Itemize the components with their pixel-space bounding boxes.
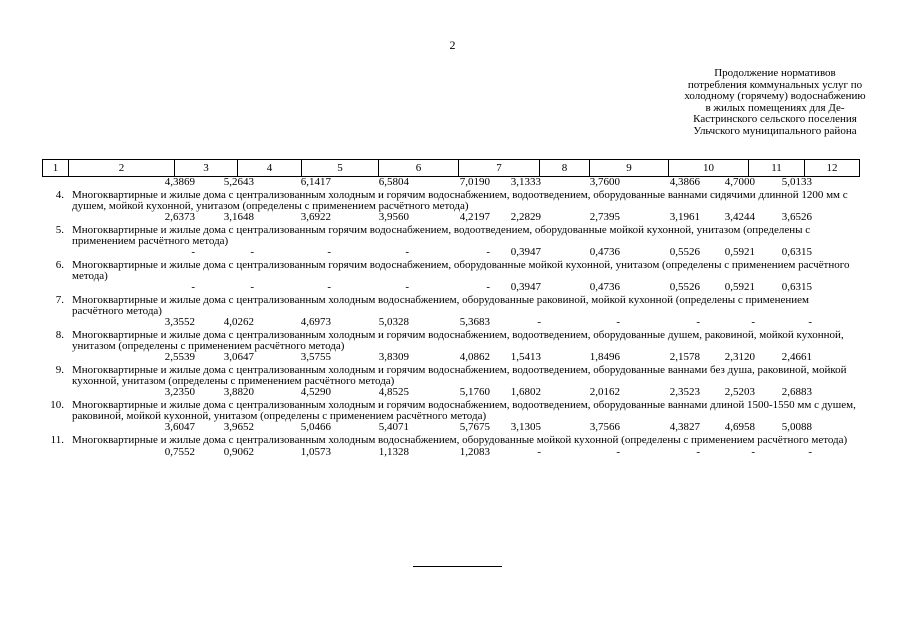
value-cell: 3,8309 <box>378 351 409 363</box>
value-cell: 0,6315 <box>781 246 812 258</box>
value-cell: 3,6526 <box>781 211 812 223</box>
column-header-table <box>42 159 860 177</box>
caption-line: Продолжение нормативов <box>714 67 836 79</box>
row-number: 10. <box>50 399 64 411</box>
value-cell: 3,3552 <box>164 316 195 328</box>
value-cell: 5,2643 <box>223 176 254 188</box>
values-line <box>42 351 859 364</box>
table-row <box>42 225 859 246</box>
row-description: Многоквартирные и жилые дома с централизованным холодным и горячим водоснабжением, водоотведением, оборудованные ваннами без душа, раковиной, мойкой кухонной, унитазом (определены с применением расчётного метода) <box>72 364 847 387</box>
value-cell: 3,6922 <box>300 211 331 223</box>
value-cell: 1,5413 <box>510 351 541 363</box>
value-cell: - <box>327 281 331 293</box>
value-cell: 3,5755 <box>300 351 331 363</box>
value-cell: 5,0133 <box>781 176 812 188</box>
table-row <box>42 330 859 351</box>
values-line <box>42 246 859 259</box>
value-cell: 0,3947 <box>510 246 541 258</box>
value-cell: 3,8820 <box>223 386 254 398</box>
value-cell: 3,7566 <box>589 421 620 433</box>
value-cell: 3,9652 <box>223 421 254 433</box>
value-cell: 3,1305 <box>510 421 541 433</box>
value-cell: 2,3120 <box>724 351 755 363</box>
values-line <box>42 316 859 329</box>
caption-line: потребления коммунальных услуг по <box>687 78 863 91</box>
value-cell: - <box>537 316 541 328</box>
value-cell: 6,5804 <box>378 176 409 188</box>
value-cell: 3,4244 <box>724 211 755 223</box>
row-description: Многоквартирные и жилые дома с централизованным холодным и горячим водоснабжением, водоотведением, оборудованные душем, раковиной, мойкой кухонной, унитазом (определены с применением расчётного метода) <box>72 329 844 352</box>
value-cell: 1,0573 <box>300 445 331 458</box>
value-cell: 4,0262 <box>223 316 254 328</box>
column-header-7: 7 <box>459 160 540 177</box>
value-cell: 2,4661 <box>781 351 812 363</box>
value-cell: - <box>405 281 409 293</box>
page-number: 2 <box>449 38 456 52</box>
value-cell: 4,5290 <box>300 386 331 398</box>
column-header-11: 11 <box>749 160 805 177</box>
value-cell: - <box>808 445 812 458</box>
value-cell: - <box>486 246 490 258</box>
row-description: Многоквартирные и жилые дома с централизованным холодным водоснабжением, оборудованные раковиной, мойкой кухонной (определены с применением расчётного метода) <box>72 294 809 317</box>
value-cell: 3,6047 <box>164 421 195 433</box>
values-line <box>42 176 859 189</box>
row-number: 4. <box>55 189 64 201</box>
value-cell: 5,0088 <box>781 421 812 433</box>
row-number: 8. <box>55 329 64 341</box>
caption-line: холодному (горячему) водоснабжению <box>684 90 866 102</box>
value-cell: 3,7600 <box>589 176 620 188</box>
value-cell: 2,3523 <box>669 386 700 398</box>
value-cell: 2,1578 <box>669 351 700 363</box>
value-cell: - <box>808 316 812 328</box>
value-cell: 3,1333 <box>510 176 541 188</box>
row-number: 9. <box>55 364 64 376</box>
value-cell: 4,6958 <box>724 421 755 433</box>
value-cell: 0,7552 <box>164 445 195 458</box>
value-cell: 4,3827 <box>669 421 700 433</box>
column-header-9: 9 <box>590 160 669 177</box>
value-cell: - <box>191 246 195 258</box>
value-cell: 4,7000 <box>724 176 755 188</box>
row-description: Многоквартирные и жилые дома с централизованным холодным и горячим водоснабжением, водоотведением, оборудованные ваннами сидячими длинной 1200 мм с душем, мойкой кухонной, унитазом (определены с применением расчётного метода) <box>72 189 848 212</box>
value-cell: 4,3866 <box>669 176 700 188</box>
value-cell: 4,6973 <box>300 316 331 328</box>
column-header-8: 8 <box>540 160 590 177</box>
value-cell: 0,9062 <box>223 445 254 458</box>
value-cell: 4,0862 <box>459 351 490 363</box>
footer-separator <box>413 566 502 567</box>
column-header-3: 3 <box>175 160 238 177</box>
value-cell: 3,1648 <box>223 211 254 223</box>
row-number: 6. <box>55 259 64 271</box>
value-cell: - <box>537 445 541 458</box>
value-cell: 2,6883 <box>781 386 812 398</box>
value-cell: - <box>696 316 700 328</box>
table-row <box>42 260 859 281</box>
value-cell: - <box>405 246 409 258</box>
value-cell: - <box>486 281 490 293</box>
value-cell: 4,8525 <box>378 386 409 398</box>
norms-table-body <box>42 176 859 459</box>
value-cell: 5,0466 <box>300 421 331 433</box>
value-cell: 6,1417 <box>300 176 331 188</box>
value-cell: 2,2829 <box>510 211 541 223</box>
column-header-12: 12 <box>805 160 860 177</box>
value-cell: 3,9560 <box>378 211 409 223</box>
value-cell: 5,4071 <box>378 421 409 433</box>
value-cell: 0,3947 <box>510 281 541 293</box>
value-cell: 5,7675 <box>459 421 490 433</box>
value-cell: - <box>751 445 755 458</box>
caption-line: Кастринского сельского поселения <box>693 113 857 125</box>
value-cell: 0,6315 <box>781 281 812 293</box>
value-cell: 2,5203 <box>724 386 755 398</box>
row-number: 5. <box>55 224 64 236</box>
value-cell: 0,5921 <box>724 281 755 293</box>
row-description: Многоквартирные и жилые дома с централизованным горячим водоснабжением, оборудованные мойкой кухонной, унитазом (определены с применением расчётного метода) <box>72 259 850 282</box>
value-cell: 2,6373 <box>164 211 195 223</box>
column-header-1: 1 <box>43 160 69 177</box>
value-cell: 0,5526 <box>669 246 700 258</box>
column-header-row <box>43 160 860 177</box>
value-cell: 2,0162 <box>589 386 620 398</box>
value-cell: 1,8496 <box>589 351 620 363</box>
value-cell: - <box>616 316 620 328</box>
value-cell: 0,4736 <box>589 246 620 258</box>
values-line <box>42 211 859 224</box>
column-header-2: 2 <box>69 160 175 177</box>
values-line <box>42 446 859 459</box>
table-row <box>42 190 859 211</box>
row-description: Многоквартирные и жилые дома с централизованным горячим водоснабжением, водоотведением, оборудованные мойкой кухонной, унитазом (определены с применением расчётного метода) <box>72 224 811 247</box>
value-cell: 3,1961 <box>669 211 700 223</box>
table-row <box>42 295 859 316</box>
caption-line: в жилых помещениях для Де- <box>705 101 845 114</box>
value-cell: 5,0328 <box>378 316 409 328</box>
row-number: 7. <box>55 294 64 306</box>
value-cell: - <box>250 246 254 258</box>
column-header-4: 4 <box>238 160 302 177</box>
document-caption <box>660 68 890 137</box>
value-cell: 2,7395 <box>589 211 620 223</box>
value-cell: 4,3869 <box>164 176 195 188</box>
table-row <box>42 400 859 421</box>
value-cell: 3,2350 <box>164 386 195 398</box>
value-cell: 2,5539 <box>164 351 195 363</box>
value-cell: 1,6802 <box>510 386 541 398</box>
value-cell: 0,5921 <box>724 246 755 258</box>
value-cell: 0,4736 <box>589 281 620 293</box>
row-number: 11. <box>50 434 64 446</box>
table-row <box>42 365 859 386</box>
column-header-5: 5 <box>302 160 379 177</box>
value-cell: - <box>191 281 195 293</box>
value-cell: 1,1328 <box>378 445 409 458</box>
value-cell: - <box>751 316 755 328</box>
row-description: Многоквартирные и жилые дома с централизованным холодным водоснабжением, оборудованные мойкой кухонной (определены с применением расчётного метода) <box>72 434 848 446</box>
values-line <box>42 281 859 294</box>
value-cell: 4,2197 <box>459 211 490 223</box>
value-cell: 0,5526 <box>669 281 700 293</box>
values-line <box>42 421 859 434</box>
value-cell: 7,0190 <box>459 176 490 188</box>
value-cell: 5,3683 <box>459 316 490 328</box>
value-cell: 5,1760 <box>459 386 490 398</box>
table-row <box>42 435 859 446</box>
value-cell: - <box>327 246 331 258</box>
value-cell: - <box>616 445 620 458</box>
caption-line: Ульчского муниципального района <box>693 124 857 137</box>
column-header-6: 6 <box>379 160 459 177</box>
value-cell: - <box>250 281 254 293</box>
value-cell: - <box>696 445 700 458</box>
value-cell: 3,0647 <box>223 351 254 363</box>
values-line <box>42 386 859 399</box>
value-cell: 1,2083 <box>459 445 490 458</box>
column-header-10: 10 <box>669 160 749 177</box>
row-description: Многоквартирные и жилые дома с централизованным холодным и горячим водоснабжением, водоотведением, оборудованные ваннами длиной 1500-1550 мм с душем, раковиной, мойкой кухонной, унитазом (определены с применением расчётного метода) <box>72 399 856 422</box>
